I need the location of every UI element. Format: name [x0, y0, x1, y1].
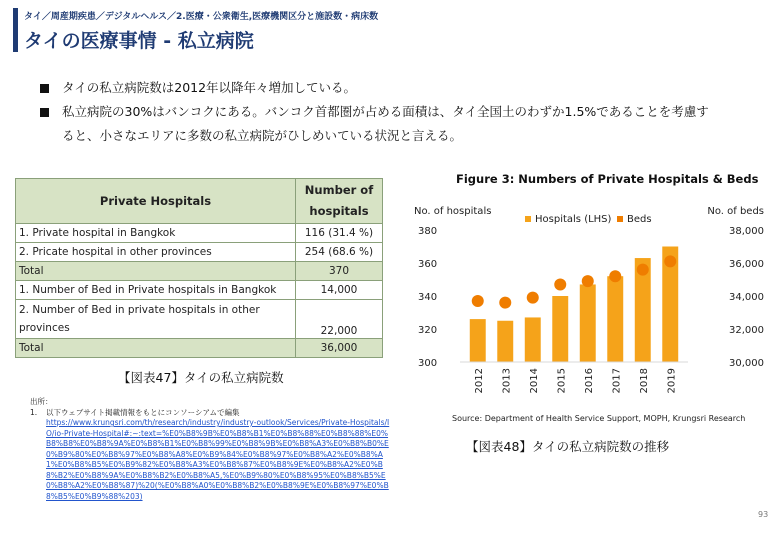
table-cell-value: 22,000	[296, 300, 383, 339]
x-axis-tick-label: 2014	[528, 368, 540, 394]
bar-hospitals	[552, 296, 568, 362]
table-header-row	[16, 179, 383, 224]
marker-beds	[609, 270, 621, 282]
bar-hospitals	[470, 319, 486, 362]
source-link[interactable]: https://www.krungsri.com/th/research/industry/industry-outlook/Services/Private-Hospitals/IO/io-Private-Hospital#:~:text=%E0%B8%9B%E0%B8%B1%E0%B8%88%E0%B8%88%E0%B8%B8%E0%B8%9A%E0%B8%B1%E0%B8%99%E0%B8%9B%E0%B8%A3%E0%B8%B0%E0%B9%80%E0%B8%97%E0%B8%A8%E0%B9%84%E0%B8%97%E0%B8%A2%E0%B8%A1%E0%B8%B5%E0%B9%82%E0%B8%A3%E0%B8%87%E0%B8%9E%E0%B8%A2%E0%B8%B2%E0%B8%9A%E0%B8%B2%E0%B8%A5,%E0%B9%80%E0%B8%95%E0%B8%B5%E0%B8%A2%E0%B8%87)%20(%E0%B8%A0%E0%B8%B2%E0%B8%9E%E0%B8%97%E0%B8%B5%E0%B9%88%203)	[46, 418, 390, 501]
marker-beds	[472, 295, 484, 307]
private-hospitals-table	[15, 178, 383, 358]
chart-source: Source: Department of Health Service Support, MOPH, Krungsri Research	[452, 414, 746, 423]
table-header-private-hospitals: Private Hospitals	[16, 179, 296, 224]
bar-hospitals	[607, 276, 623, 362]
bar-hospitals	[580, 284, 596, 362]
table-cell-label: 2. Number of Bed in private hospitals in other provinces	[16, 300, 296, 339]
table-row	[16, 243, 383, 262]
page-title: タイの医療事情 - 私立病院	[24, 30, 254, 52]
table-cell-value: 254 (68.6 %)	[296, 243, 383, 262]
right-axis-tick-label: 30,000	[729, 358, 764, 369]
table-cell-label: 2. Pricate hospital in other provinces	[16, 243, 296, 262]
title-accent-bar	[13, 8, 18, 52]
x-axis-tick-label: 2015	[556, 368, 568, 394]
x-axis-tick-label: 2019	[666, 368, 678, 394]
page-number: 93	[758, 510, 769, 519]
left-axis-label: No. of hospitals	[414, 206, 492, 217]
bullet-text: タイの私立病院数は2012年以降年々増加している。	[62, 80, 357, 95]
table-row-total	[16, 262, 383, 281]
table-cell-label: Total	[16, 339, 296, 358]
table-cell-value: 36,000	[296, 339, 383, 358]
table-row	[16, 224, 383, 243]
right-axis-tick-label: 36,000	[729, 259, 764, 270]
source-item	[30, 408, 390, 503]
marker-beds	[637, 264, 649, 276]
right-axis-tick-label: 34,000	[729, 292, 764, 303]
source-item-number: 1.	[30, 407, 38, 417]
legend-label-beds: Beds	[627, 214, 652, 225]
left-axis-tick-label: 340	[418, 292, 438, 303]
bullet-square-icon	[40, 84, 49, 93]
marker-beds	[554, 278, 566, 290]
x-axis-tick-label: 2012	[473, 368, 485, 394]
bullet-item	[40, 76, 710, 100]
left-axis-tick-label: 360	[418, 259, 438, 270]
chart-caption: 【図表48】タイの私立病院数の推移	[466, 439, 670, 454]
table-cell-value: 116 (31.4 %)	[296, 224, 383, 243]
left-axis-tick-label: 380	[418, 226, 438, 237]
left-axis-tick-label: 320	[418, 325, 438, 336]
source-block	[30, 397, 390, 502]
legend-swatch-hospitals	[525, 216, 531, 222]
marker-beds	[499, 297, 511, 309]
breadcrumb: タイ／周産期疾患／デジタルヘルス／2.医療・公衆衛生,医療機関区分と施設数・病床数	[24, 12, 379, 22]
right-axis-tick-label: 38,000	[729, 226, 764, 237]
table-header-number-of-hospitals: Number of hospitals	[296, 179, 383, 224]
table-cell-value: 14,000	[296, 281, 383, 300]
x-axis-tick-label: 2017	[611, 368, 623, 394]
table-cell-label: 1. Number of Bed in Private hospitals in Bangkok	[16, 281, 296, 300]
bar-hospitals	[497, 321, 513, 362]
legend-label-hospitals: Hospitals (LHS)	[535, 214, 612, 225]
left-axis-tick-label: 300	[418, 358, 438, 369]
bullet-square-icon	[40, 108, 49, 117]
table-cell-label: 1. Private hospital in Bangkok	[16, 224, 296, 243]
table-cell-value: 370	[296, 262, 383, 281]
table-row	[16, 300, 383, 339]
hospitals-beds-chart	[412, 198, 772, 412]
marker-beds	[582, 275, 594, 287]
bullet-list	[40, 76, 710, 148]
table-cell-label: Total	[16, 262, 296, 281]
right-axis-tick-label: 32,000	[729, 325, 764, 336]
x-axis-tick-label: 2018	[638, 368, 650, 394]
source-item-text: 以下ウェブサイト掲載情報をもとにコンソーシアムで編集	[46, 407, 240, 417]
right-axis-label: No. of beds	[707, 206, 764, 217]
chart-title: Figure 3: Numbers of Private Hospitals & Beds	[456, 172, 759, 186]
table-row	[16, 281, 383, 300]
marker-beds	[664, 255, 676, 267]
bullet-item	[40, 100, 710, 148]
bar-hospitals	[525, 317, 541, 362]
table-row-total	[16, 339, 383, 358]
legend-swatch-beds	[617, 216, 623, 222]
bullet-text: 私立病院の30%はバンコクにある。バンコク首都圏が占める面積は、タイ全国土のわずか1.5%であることを考慮すると、小さなエリアに多数の私立病院がひしめいている状況と言える。	[62, 104, 709, 143]
x-axis-tick-label: 2016	[583, 368, 595, 394]
marker-beds	[527, 292, 539, 304]
table-caption: 【図表47】タイの私立病院数	[118, 370, 284, 385]
source-heading: 出所：	[30, 397, 53, 406]
x-axis-tick-label: 2013	[501, 368, 513, 394]
